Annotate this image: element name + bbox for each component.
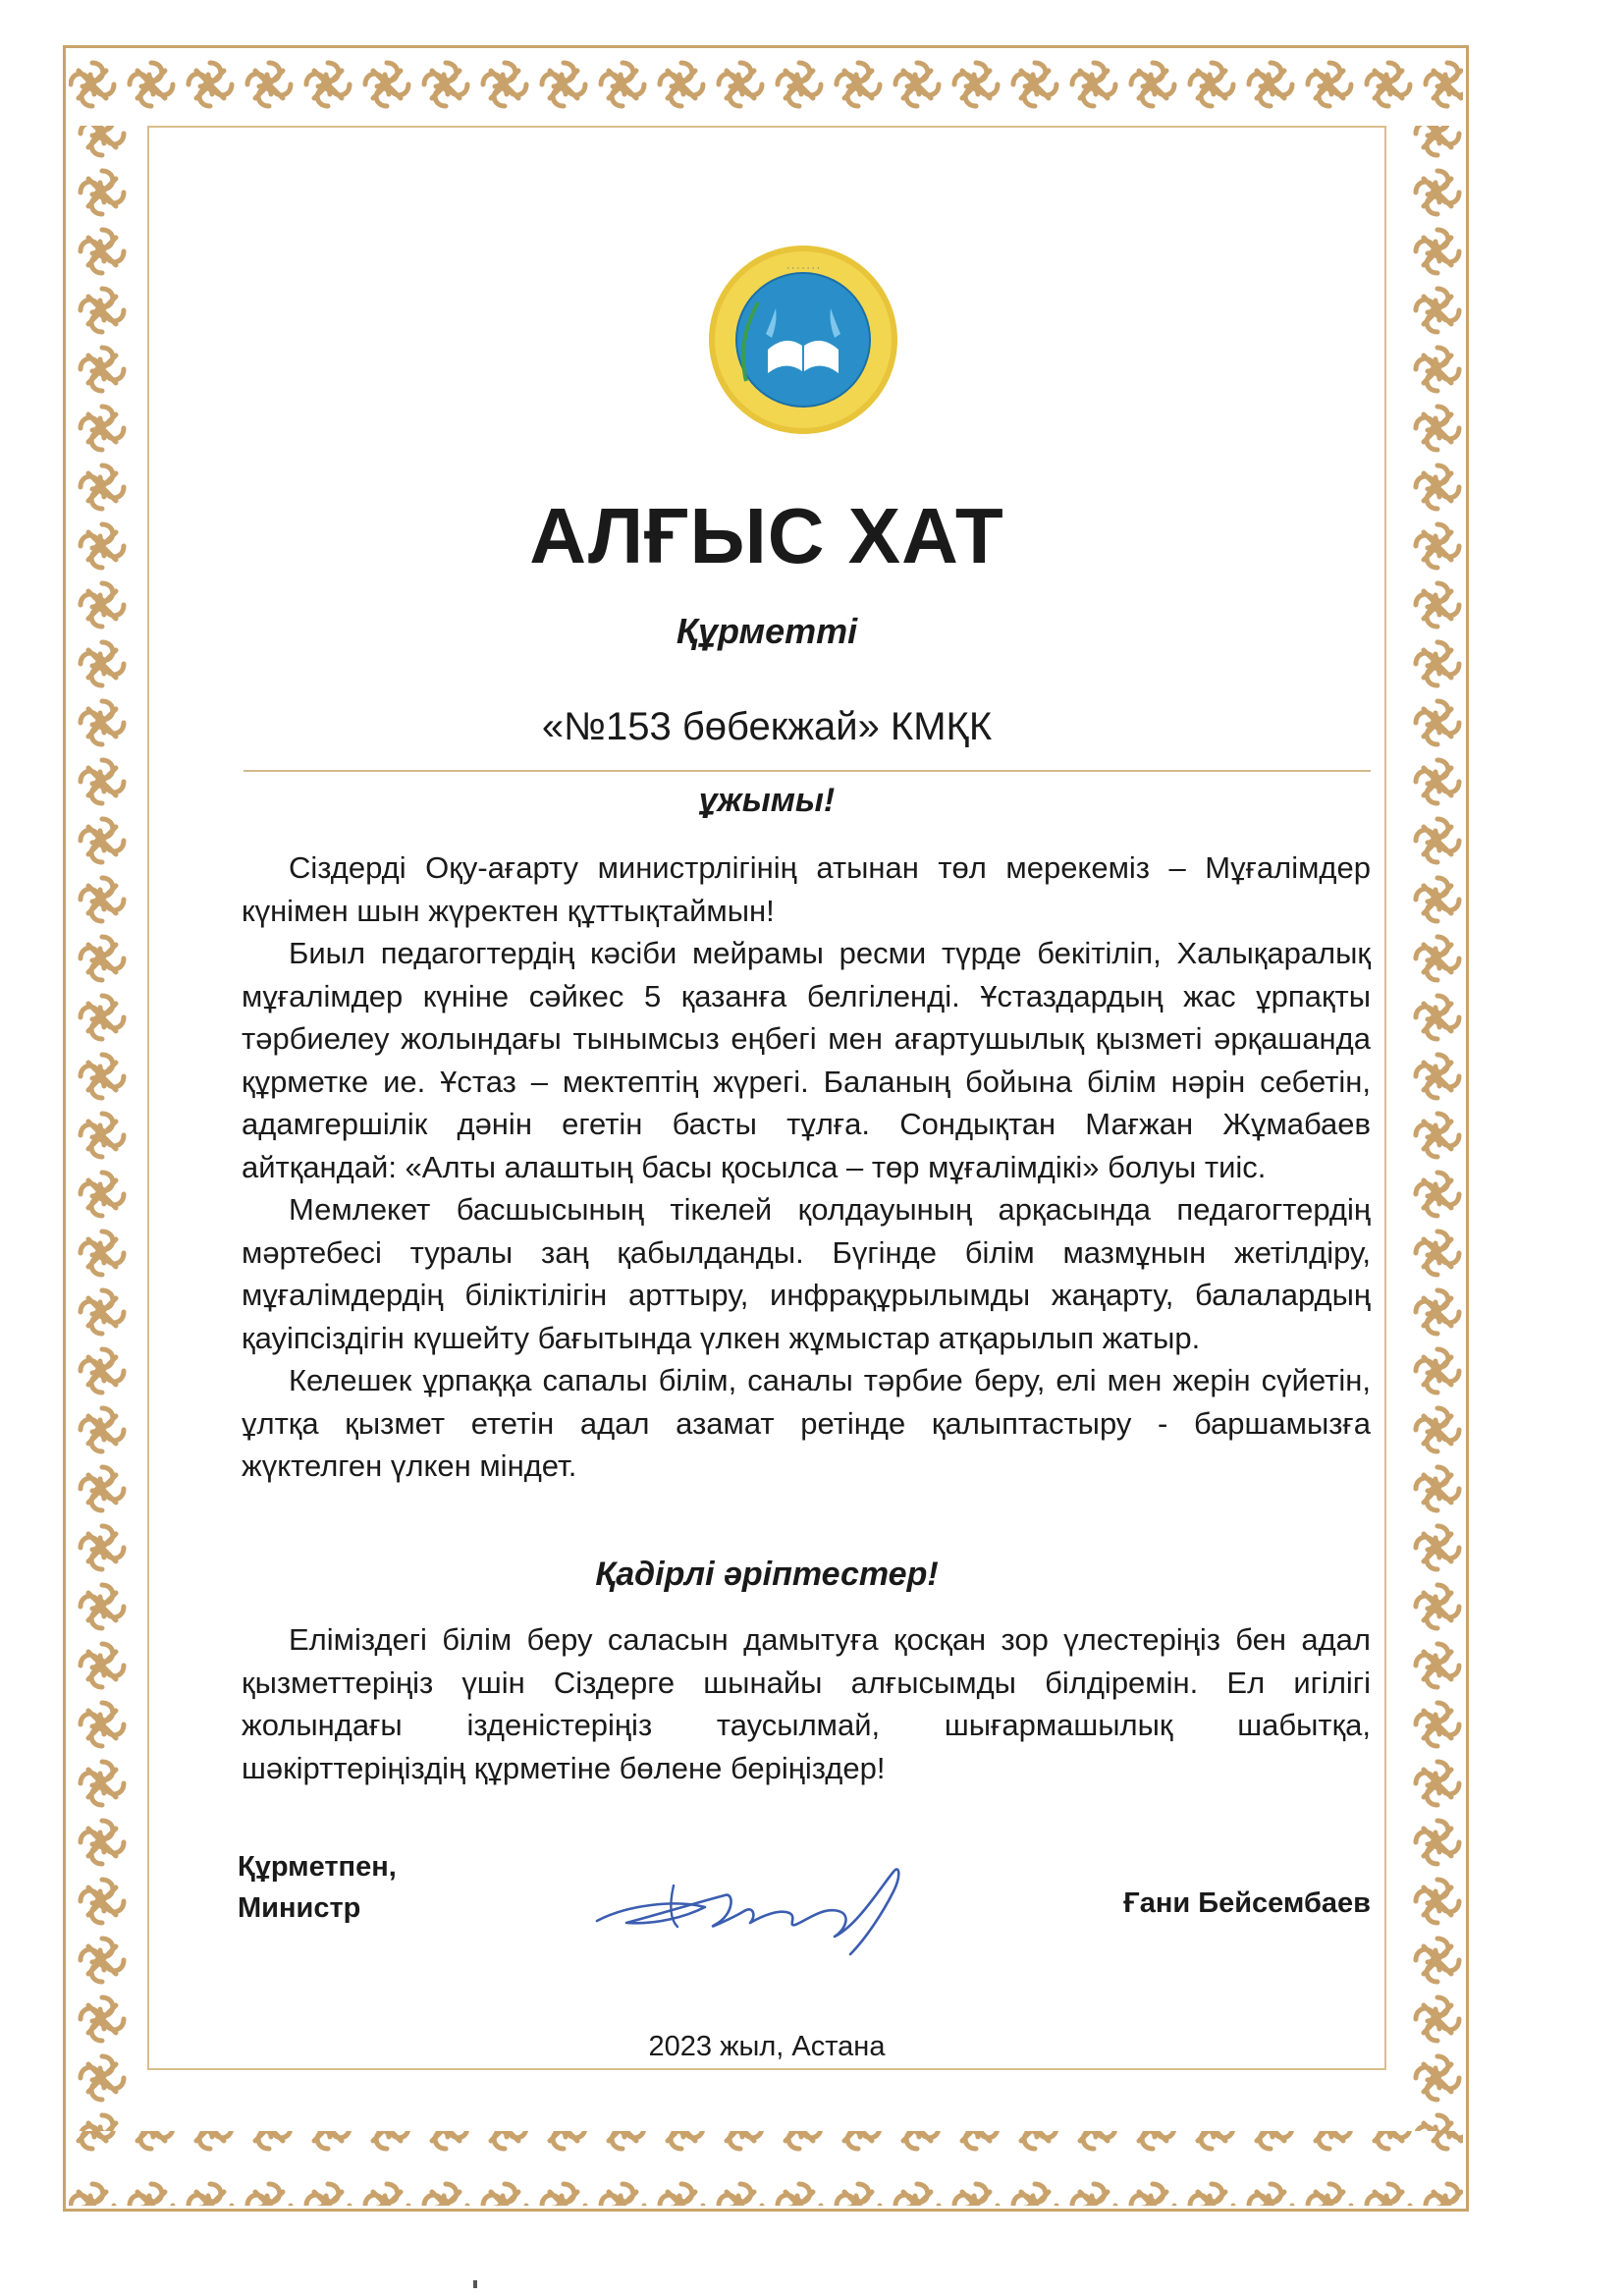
- ministry-emblem: [707, 244, 899, 436]
- divider-line: [244, 770, 1371, 772]
- date-place: 2023 жыл, Астана: [648, 2031, 886, 2062]
- letter-body: [242, 847, 1371, 1488]
- body-paragraph: Биыл педагогтердің кәсіби мейрамы ресми түрде бекітіліп, Халықаралық мұғалімдер күніне сәйкес 5 қазанға белгіленді. Ұстаздардың жас ұрпақты тәрбиелеу жолындағы тынымсыз еңбегі мен ағартушылық қызметі әрқашанда құрметке ие. Ұстаз – мектептің жүрегі. Баланың бойына білім нәрін себетін, адамгершілік дәнін егетін басты тұлға. Сондықтан Мағжан Жұмабаев айтқандай: «Алты алаштың басы қосылса – төр мұғалімдікі» болуы тиіс.: [242, 936, 1371, 1184]
- recipient-name: «№153 бөбекжай» КМҚК: [541, 705, 993, 748]
- closing-regards: Құрметпен,: [238, 1851, 397, 1883]
- salutation: Құрметті: [676, 611, 858, 651]
- letter-body-closing: [242, 1618, 1371, 1789]
- handwritten-signature: [587, 1856, 950, 1964]
- body-paragraph: Сіздерді Оқу-ағарту министрлігінің атынан төл мерекеміз – Мұғалімдер күнімен шын жүректен құттықтаймын!: [242, 850, 1371, 928]
- body-paragraph: Келешек ұрпаққа сапалы білім, саналы тәрбие беру, елі мен жерін сүйетін, ұлтқа қызмет ететін адал азамат ретінде қалыптастыру - баршамызға жүктелген үлкен міндет.: [242, 1363, 1371, 1483]
- signer-name: Ғани Бейсембаев: [1123, 1887, 1371, 1919]
- svg-text:· · · · · · ·: · · · · · · ·: [786, 264, 820, 273]
- body-paragraph: Мемлекет басшысының тікелей қолдауының арқасында педагогтердің мәртебесі туралы заң қабылданды. Бүгінде білім мазмұнын жетілдіру, мұғалімдердің біліктілігін арттыру, инфрақұрылымды жаңарту, балалардың қауіпсіздігін күшейту бағытында үлкен жұмыстар атқарылып жатыр.: [242, 1192, 1371, 1355]
- body-paragraph: Еліміздегі білім беру саласын дамытуға қосқан зор үлестеріңіз бен адал қызметтеріңіз үшін Сіздерге шынайы алғысымды білдіремін. Ел игілігі жолындағы ізденістеріңіз таусылмай, шығармашылық шабытқа, шәкірттеріңіздің құрметіне бөлене беріңіздер!: [242, 1622, 1371, 1785]
- closing-block: [238, 1846, 397, 1929]
- recipient-team: ұжымы!: [698, 782, 836, 819]
- signer-position: Министр: [238, 1892, 361, 1924]
- greeting-heading: Қадірлі әріптестер!: [595, 1556, 939, 1593]
- scan-mark: [473, 2280, 477, 2288]
- document-title: АЛҒЫС ХАТ: [529, 492, 1004, 579]
